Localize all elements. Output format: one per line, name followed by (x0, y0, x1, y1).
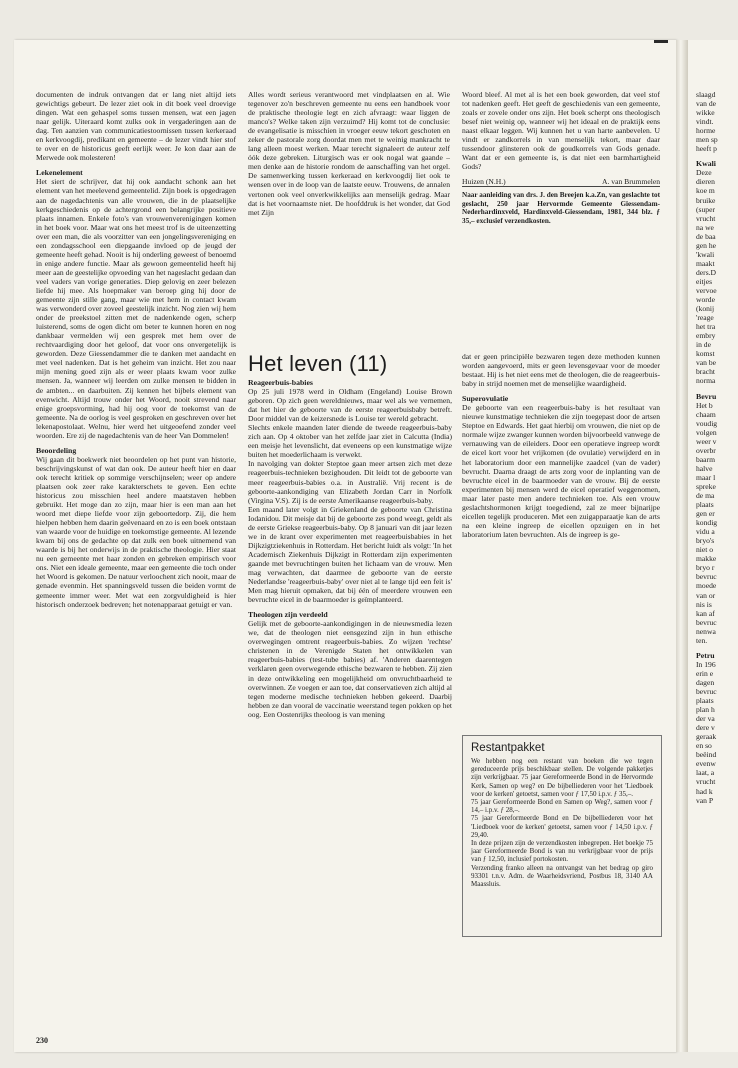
right-page-line: embry (696, 331, 716, 341)
right-page-line: moede (696, 581, 717, 591)
right-page-line: plan h (696, 705, 715, 715)
article-column-2 (462, 352, 660, 732)
right-page-line: vervoe (696, 285, 717, 295)
right-page-line: Het b (696, 400, 713, 410)
right-page-line: In 196 (696, 659, 716, 669)
right-page-line: volgen (696, 427, 717, 437)
column-2 (248, 90, 450, 320)
right-page-line: weer v (696, 436, 717, 446)
right-heading-2: Bevru (696, 391, 717, 401)
right-page-line: wikke (696, 108, 715, 118)
right-page-line: van P (696, 795, 714, 805)
right-page-line: na we (696, 222, 714, 232)
right-page-line: chaam (696, 409, 716, 419)
right-page-line: het tra (696, 322, 716, 332)
right-page-line: de ma (696, 491, 715, 501)
right-page-line: nenwa (696, 626, 716, 636)
article-paragraph-7: De geboorte van een reageerbuis-baby is het resultaat van nieuwe kunstmatige technieken die zijn toegepast door de artsen Steptoe en Edwards. Het gaat hierbij om vrouwen, die niet op de normale wijze zwanger kunnen worden bijvoorbeeld vanwege de vernauwing van de eileiders. Door een operatieve ingreep wordt de eicel kort voor het vrijkomen (de ovulatie) verwijderd en in het laboratorium door een mannelijke zaadcel (van de vader) bevrucht. Daarna draagt de arts zorg voor de inplanting van de bevruchte eicel in de baarmoeder van de vrouw. Bij de eerste experimenten bij mensen werd de eicel operatief weggenomen, maar later paste men andere technieken toe. Als een vrouw geslachtshormonen krijgt toegediend, zal ze meer bijnarijpe eicellen tegelijk produceren. Met een zuigapparaatje kan de arts na een kleine ingreep de eicellen opzuigen en in het laboratorium laten bevruchten. Als de ingreep is ge- (462, 403, 660, 539)
right-page-line: van be (696, 358, 717, 368)
right-page-line: men sp (696, 135, 718, 145)
col1-paragraph-1: Het siert de schrijver, dat hij ook aandacht schonk aan het element van het meelevend gemeentelid. Zijn boek is opgedragen aan de nagedachtenis van alle vrouwen, die in de plaatselijke kerkgeschiedenis op de achtergrond een belangrijke positieve plaats innamen. Enkele foto's van vrouwenverenigingen komen in het boek voor. Maar wat ons het meest trof is de uiteenzetting over een man, die als voorzitter van een jongelingsvereniging en een zondagsschool een diepgaande invloed op de jeugd der gemeente heeft gehad. Nooit is hij onderling geweest of benoemd in enige andere functie. Maar als gewoon gemeentelid heeft hij meer aan de geestelijke opvoeding van het nageslacht gedaan dan veel vaders van vorige generaties. Diep gelovig en zeer belezen liefde hij mee. Als hoepmaker van beroep ging hij door de gemeente zijn stille gang, maar wie met hem in contact kwam was verwonderd over zoveel geestelijk inzicht. Nog zien wij hem onder de preekstoel zitten met de nadenkende ogen, scherp luisterend, soms de ogen dicht om beter te kunnen horen en nog dankbaar vermelden wij een gesprek met hem over de rechtvaardiging door het geloof, dat voor ons onvergetelijk is geworden. Deze Giessendammer die te danken met aandacht en met veel nadenken. Dat is het geheim van inzicht. Het zou naar mijn mening goed zijn als er weer plaats kwam voor zulke mensen. Ja, wanneer wij leerden om zulke mensen te bidden in de ambten... en daarbuiten. Zij kennen het bijbels element van evenwicht. Altijd trouw onder het Woord, nooit strevend naar enige groepsvorming, had hij oog voor de toekomst van de gemeente. Na de oorlog is veel gesproken en geschreven over het lekenapostolaat. Welnu, hier werd het uitgeoefend zonder veel woorden. Ere zij de nagedachtenis van de heer Van Dommelen! (36, 177, 236, 440)
right-page-line: eitjes (696, 276, 713, 286)
right-page-line: de baa (696, 231, 716, 241)
right-page-line: plaats (696, 696, 714, 706)
col1-paragraph-2: Wij gaan dit boekwerk niet beoordelen op het punt van historie, beschrijvingskunst of wat dan ook. De auteur heeft hier en daar ook terecht kritiek op sommige verschijnselen; weer op andere plaatsen ook zeer rake karakterschets te geven. Een echte historicus zou misschien heel andere maatstaven hebben gebruikt. Het moge dan zo zijn, maar hier is een man aan het woord met diepe liefde voor zijn geboortedorp. Zij, die hem hielpen hebben hem daarin geëvenaard en zo is een boek ontstaan van waarde voor de huidige en toekomstige gemeente. Al lezende kwam bij ons de gedachte op dat zulk een boek uitnemend van waarde is bij het onderwijs in de praktische theologie. Hier staat nu een gemeente met haar zonden en gebreken empirisch voor ons. Niet een ideale gemeente, maar een gemeente die toch onder het Woord is gekomen. De natuur verloochent zich nooit, maar de genade evenmin. Het spanningsveld tussen die beiden vormt de gemeente immer weer. Met wat een zorgvuldigheid is hier historisch onderzoek bedreven; het notenapparaat getuigt er van. (36, 454, 236, 609)
page-number: 230 (36, 1036, 48, 1045)
right-page-line: evenw (696, 759, 716, 769)
right-page-column (696, 90, 738, 805)
signature-place: Huizen (N.H.) (462, 177, 506, 187)
right-page-line: laat, a (696, 768, 715, 778)
right-page-line: bevruc (696, 617, 717, 627)
book-gutter (676, 40, 688, 1052)
heading-theologen: Theologen zijn verdeeld (248, 610, 328, 620)
right-page-line: makke (696, 554, 717, 564)
right-page-line: vrucht (696, 213, 716, 223)
heading-reageerbuis-babies: Reageerbuis-babies (248, 378, 313, 387)
right-page-line: maar l (696, 472, 716, 482)
col3-paragraph: Woord bleef. Al met al is het een boek geworden, dat veel stof tot nadenken geeft. Het geeft de geschiedenis van een gemeente, zoals er zovele onder ons zijn. Het boek scherpt ons theologisch besef niet weinig op, wanneer wij het ideaal en de praktijk eens naast elkaar leggen. Wij kunnen het u van harte aanbevelen. U vindt er zandkorrels in van menselijk tekort, maar daar tussendoor glinsteren ook de goudkorrels van Gods genade. Want dat er een gemeente is, is dat niet een barmhartigheid Gods? (462, 90, 660, 172)
right-page-line: beëind (696, 750, 717, 760)
right-page-line: der va (696, 714, 715, 724)
box-paragraph-3: 75 jaar Gereformeerde Bond en De bijbelliederen voor het 'Liedboek voor de kerken' getoetst, samen voor ƒ 14,50 i.p.v. ƒ 29,40. (471, 814, 653, 839)
right-page-line: vrucht (696, 777, 716, 787)
right-page-line: bruike (696, 195, 716, 205)
right-page-line: nis is (696, 599, 712, 609)
right-page-line: halve (696, 463, 713, 473)
article-paragraph-6: dat er geen principiële bezwaren tegen deze methoden kunnen worden aangevoerd, mits er geen levensgevaar voor de moeder bestaat. Hij is het niet eens met de theologen, die de reageerbuis-baby in strijd noemen met de menselijke waardigheid. (462, 352, 660, 389)
right-page-lines-4 (696, 660, 738, 805)
right-page-lines-2 (696, 168, 738, 385)
box-paragraph-1: We hebben nog een restant van boeken die we tegen gereduceerde prijs beschikbaar stellen. De volgende pakketjes zijn verkrijgbaar. 75 jaar Gereformeerde Bond in de Hervormde Kerk, Samen op weg? en De bijbelliederen voor het 'Liedboek voor de kerken' getoetst, samen voor ƒ 17,50 i.p.v. ƒ 35,–. (471, 757, 653, 798)
right-page-line: gen er (696, 509, 715, 519)
right-page-line: ten. (696, 635, 708, 645)
right-page-line: overbr (696, 445, 716, 455)
article-paragraph-1: Op 25 juli 1978 werd in Oldham (Engeland) Louise Brown geboren. Op zich geen wereldnieuws, maar wel als we vernemen, dat het hier de geboorte van de eerste reageerbuisbaby betreft. Door middel van de keizersnede is Louise ter wereld gebracht. (248, 387, 452, 424)
article-title: Het leven (11) (248, 351, 388, 376)
right-page-line: plaats (696, 500, 714, 510)
right-page-line: van or (696, 590, 716, 600)
right-page-line: bracht (696, 367, 715, 377)
right-page-line: worde (696, 295, 715, 305)
right-page-line: norma (696, 376, 716, 386)
article-paragraph-2: Slechts enkele maanden later diende de tweede reageerbuis-baby zich aan. Op 4 oktober van het zelfde jaar ziet in Calcutta (India) een meisje het levenslicht, dat eveneens op een kunstmatige wijze buiten het moederlichaam is verwekt. (248, 423, 452, 460)
right-page-line: erin e (696, 668, 714, 678)
right-page-line: geraak (696, 732, 717, 742)
right-page-line: baarm (696, 454, 715, 464)
right-page-line: en so (696, 741, 712, 751)
right-page-line: bryo r (696, 563, 715, 573)
article-paragraph-5: Gelijk met de geboorte-aankondigingen in de nieuwsmedia lezen we, dat de theologen niet eensgezind zijn in hun ethische overwegingen omtrent reageerbuis-babies. Zo wijzen 'rechtse' christenen in de Verenigde Staten het ontwikkelen van reageerbuis-babies (test-tube babies) af. 'Anderen daarentegen verklaren geen overwegende ethische bezwaren te hebben. Zij zien in deze ontwikkeling een mogelijkheid om onvruchtbaarheid te overwinnen. Ze voegen er aan toe, dat conservatieven zich altijd al tegen moderne medische technieken hebben gekeerd. Daarbij hebben ze dan vooral de vaccinatie weerstand tegen pokken op het oog. Een Oostenrijks theoloog is van mening (248, 619, 452, 719)
right-page-line: bevruc (696, 572, 717, 582)
right-page-line: koe m (696, 186, 715, 196)
heading-superovulatie: Superovulatie (462, 394, 509, 404)
publication-info: Naar aanleiding van drs. J. den Breejen k.a.Zn, van geslachte tot geslacht, 250 jaar Hervormde Gemeente Giessendam-Nederhardinxveld, Hardinxveld-Giessendam, 1981, 344 blz. ƒ 35,– exclusief verzendkosten. (462, 186, 660, 225)
right-page-lines-3 (696, 401, 738, 645)
right-page-line: ders.D (696, 267, 717, 277)
right-page-line: voudig (696, 418, 718, 428)
right-page-line: horme (696, 126, 716, 136)
column-1 (36, 90, 236, 1010)
right-page-line: 'reage (696, 313, 714, 323)
right-page-line: komst (696, 349, 715, 359)
review-signature (462, 177, 660, 186)
right-page-line: (konij (696, 304, 715, 314)
box-paragraph-5: Verzending franko alleen na ontvangst van het bedrag op giro 93301 t.n.v. Adm. de Waarheidsvriend, Postbus 18, 3140 AA Maassluis. (471, 863, 653, 889)
restantpakket-box (462, 735, 662, 937)
right-page-line: spreke (696, 481, 716, 491)
right-page-line: had k (696, 786, 713, 796)
right-heading-3: Petru (696, 650, 715, 660)
right-page-line: van de (696, 99, 717, 109)
right-page-line: Deze (696, 168, 712, 178)
right-page-line: slaagd (696, 90, 716, 99)
signature-author: A. van Brummelen (602, 177, 660, 187)
right-page-line: vindt. (696, 117, 714, 127)
article-paragraph-4: Een maand later volgt in Griekenland de geboorte van Christina Iodanidou. Dit meisje dat bij de geboorte zes pond weegt, geldt als de eerste Griekse reageerbuis-baby. Op 8 januari van dit jaar lezen we in de krant over experimenten met reageerbuisbabies in het Dijkzigtziekenhuis in Rotterdam. Het bericht luidt als volgt: 'In het Academisch Ziekenhuis Dijkzigt in Rotterdam zijn experimenten gaande met bevruchtingen buiten het lichaam van de vrouw. Men mag verwachten, dat daarmee de geboorte van de eerste Nederlandse 'reageerbuis-baby' over niet al te lange tijd een feit is' Men mag hieruit opmaken, dat bij één of meerdere vrouwen een bevruchte eicel in de baarmoeder is geïmplanteerd. (248, 504, 452, 605)
right-page-line: niet o (696, 545, 714, 555)
column-3 (462, 90, 660, 342)
right-page-line: kondig (696, 518, 718, 528)
right-page-line: maakt (696, 258, 715, 268)
article-column-1 (248, 378, 452, 1008)
col2-paragraph: Alles wordt serieus verantwoord met vindplaatsen en al. Wie tegenover zo'n beschreven gemeente nu eens een handboek voor de praktische theologie legt en zich afvraagt: waar liggen de manco's? Welke taken zijn verzuimd? Hij komt tot de conclusie: de evangelisatie is misschien in vroeger eeuw tekort geschoten en zeker de pastorale zorg doordat men met te weinig mankracht te lang alleen moest werken. Maar terecht signaleert de auteur zelf óók deze gebreken. Liturgisch was er ook nogal wat gaande – men denke aan de historie rondom de aanschaffing van het orgel. De samenwerking tussen kerkeraad en kerkvoogdij liet ook te wensen over in de loop van de laatste eeuw. Trouwens, de annalen vertonen ook veel onverkwikkelijks aan menselijk gedrag. Maar dat is het voornaamste niet. De hoofddruk is het wonder, dat God met Zijn (248, 90, 450, 217)
right-heading-1: Kwali (696, 159, 716, 169)
right-page-line: vidu a (696, 527, 715, 537)
box-paragraph-2: 75 jaar Gereformeerde Bond en Samen op Weg?, samen voor ƒ 14,– i.p.v. ƒ 28,–. (471, 798, 653, 815)
right-page-lines-1 (696, 90, 738, 153)
article-paragraph-3: In navolging van dokter Steptoe gaan meer artsen zich met deze reageerbuis-technieken bezighouden. Dit leidt tot de geboorte van meer reageerbuis-babies o.a. in Australië. Vrij recent is de geboorte-aankondiging van Elizabeth Jordan Carr in Norfolk (Virgina V.S). Zij is de eerste Amerikaanse reageerbuis-baby. (248, 459, 452, 505)
right-page-line: 'kwali (696, 249, 715, 259)
right-page-line: (super (696, 204, 715, 214)
right-page-line: heeft p (696, 144, 717, 154)
right-page-line: dieren (696, 177, 715, 187)
right-page-line: dere v (696, 723, 715, 733)
heading-lekenelement: Lekenelement (36, 168, 83, 178)
box-paragraph-4: In deze prijzen zijn de verzendkosten inbegrepen. Het boekje 75 jaar Gereformeerde Bond is van nu verkrijgbaar voor de prijs van ƒ 12,50, inclusief portokosten. (471, 839, 653, 864)
right-page-line: bevruc (696, 687, 717, 696)
col1-intro: documenten de indruk ontvangen dat er lang niet altijd iets gewichtigs gebeurt. De lezer ziet ook in dit boek veel droevige dingen. Wat een gehaspel soms tussen mensen, wat een jagen naar gelijk. Uiteraard komt zulks ook in vergaderingen aan de dag. Ten aanzien van communicatiestoornissen tussen kerkeraad en kerkvoogdij, predikant en gemeente – de lezer vindt hier stof te over en de historicus geeft eerlijk weer. Je kon daar aan de Merwede ook molesteren! (36, 90, 236, 163)
heading-beoordeling: Beoordeling (36, 445, 77, 455)
right-page-line: gen he (696, 240, 717, 250)
right-page-line: bryo's (696, 536, 715, 546)
box-title: Restantpakket (471, 742, 545, 754)
page-edge-mark (654, 40, 668, 43)
right-page-line: dagen (696, 677, 715, 687)
right-page-line: in de (696, 340, 711, 350)
right-page-line: kan af (696, 608, 715, 618)
